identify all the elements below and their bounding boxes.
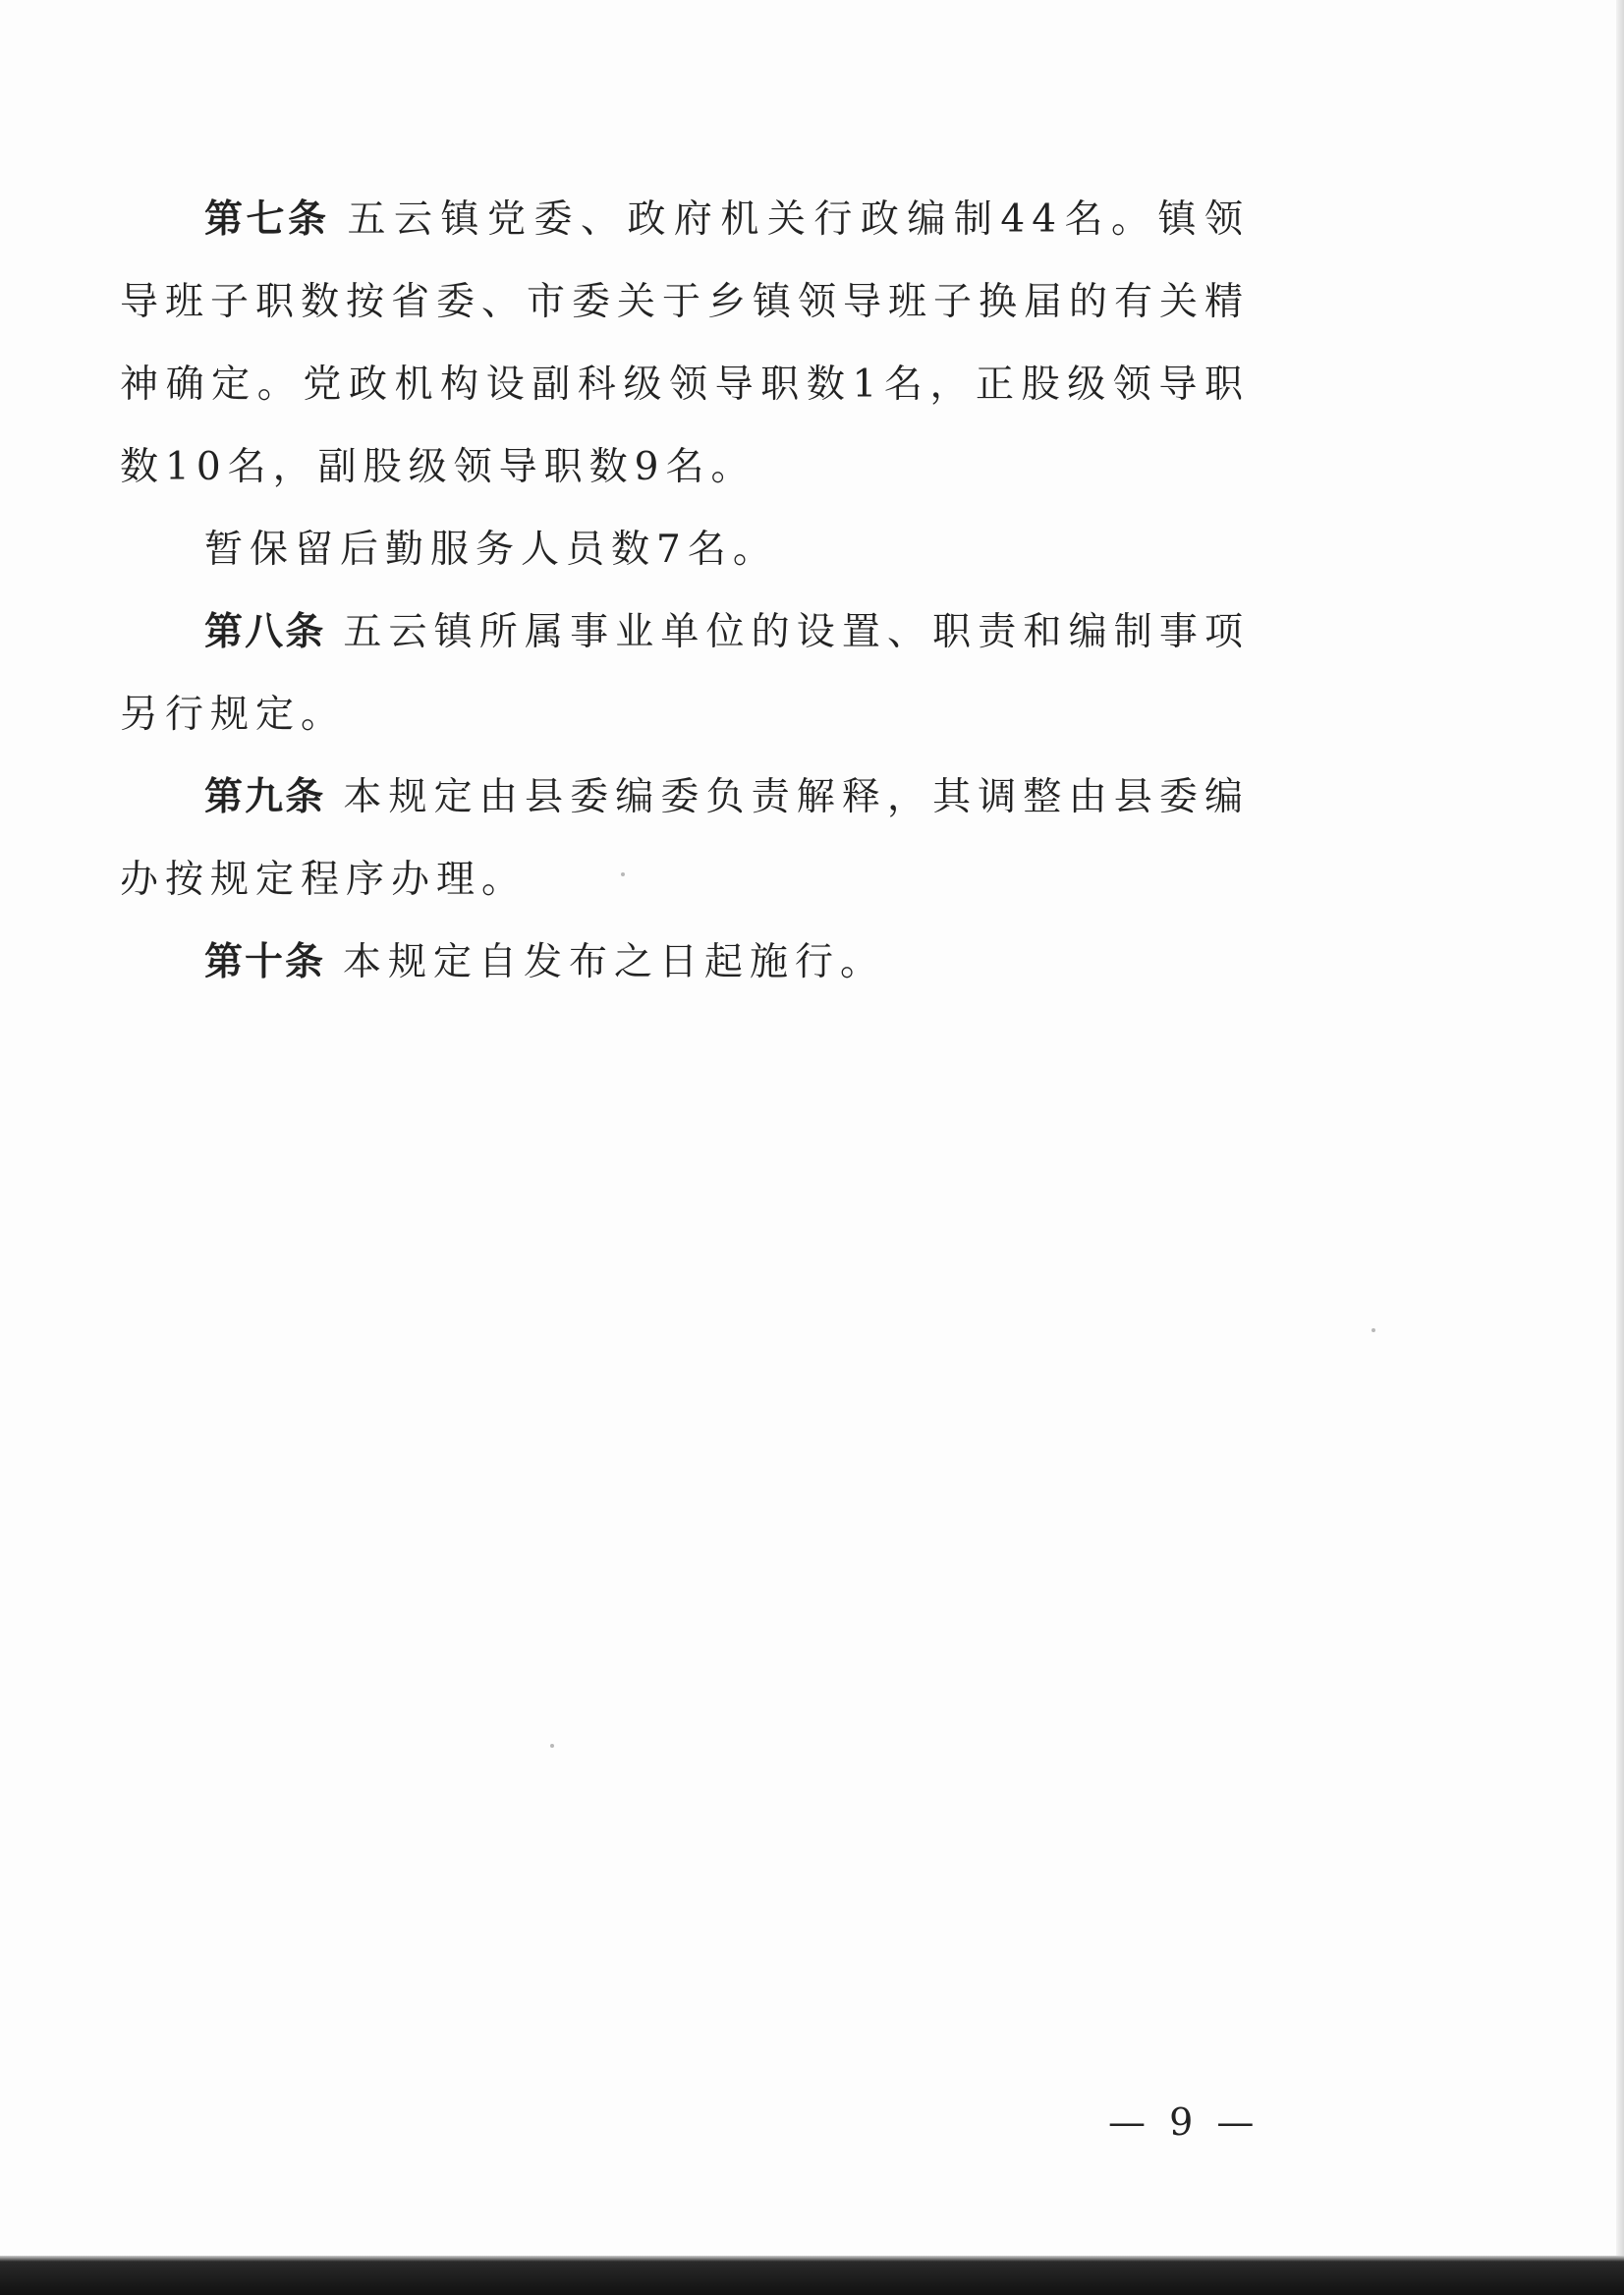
article-7-supplement-text: 暂保留后勤服务人员数7名。 <box>204 528 778 572</box>
article-7-paragraph <box>120 179 1250 509</box>
article-8-number: 第八条 <box>204 610 326 654</box>
article-9-text: 本规定由县委编委负责解释，其调整由县委编办按规定程序办理。 <box>120 775 1250 902</box>
article-10-text: 本规定自发布之日起施行。 <box>343 940 886 984</box>
article-8-text: 五云镇所属事业单位的设置、职责和编制事项另行规定。 <box>120 610 1250 737</box>
page-number: — 9 — <box>1108 2100 1260 2144</box>
article-7-supplement-paragraph <box>120 509 1250 591</box>
article-9-paragraph <box>120 756 1250 922</box>
scan-bottom-edge <box>0 2256 1624 2295</box>
scan-speck <box>621 872 625 876</box>
article-10-number: 第十条 <box>204 940 326 984</box>
article-8-paragraph <box>120 591 1250 756</box>
scan-right-edge <box>1616 0 1624 2295</box>
document-body <box>120 179 1250 1004</box>
article-9-number: 第九条 <box>204 775 326 819</box>
article-7-text: 五云镇党委、政府机关行政编制44名。镇领导班子职数按省委、市委关于乡镇领导班子换届的有关精神确定。党政机构设副科级领导职数1名，正股级领导职数10名，副股级领导职数9名。 <box>120 197 1251 489</box>
article-7-number: 第七条 <box>204 197 330 242</box>
scan-speck <box>550 1744 554 1748</box>
scan-speck <box>1372 1328 1375 1332</box>
article-10-paragraph <box>120 922 1250 1004</box>
